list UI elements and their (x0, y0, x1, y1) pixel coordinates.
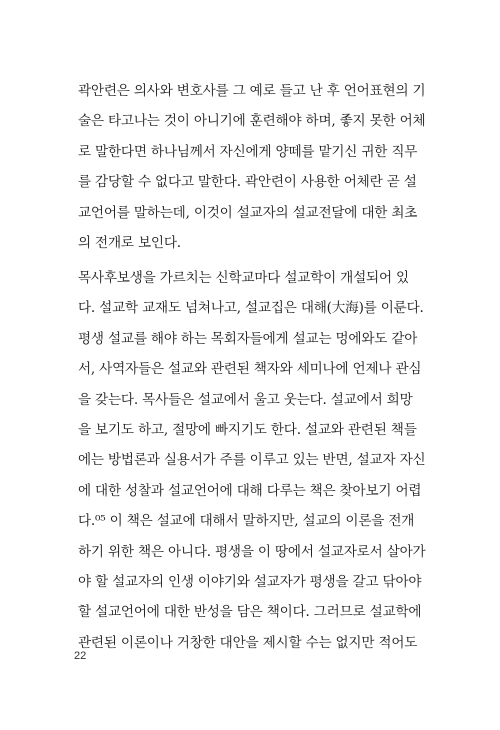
text-line: 서, 사역자들은 설교와 관련된 책자와 세미나에 언제나 관심 (78, 361, 422, 378)
text-line: 을 갖는다. 목사들은 설교에서 울고 웃는다. 설교에서 희망 (78, 391, 413, 408)
page-number: 22 (74, 650, 87, 662)
text-line: 하기 위한 책은 아니다. 평생을 이 땅에서 설교자로서 살아가 (78, 543, 426, 560)
text-line: 다. 설교학 교재도 넘쳐나고, 설교집은 대해(大海)를 이룬다. (78, 300, 424, 317)
paragraph-2 (78, 263, 426, 658)
text-line: 의 전개로 보인다. (78, 234, 181, 251)
text-line: 에는 방법론과 실용서가 주를 이루고 있는 반면, 설교자 자신 (78, 452, 426, 469)
text-line: 할 설교언어에 대한 반성을 담은 책이다. 그러므로 설교학에 (78, 604, 422, 621)
text-line: 평생 설교를 해야 하는 목회자들에게 설교는 멍에와도 같아 (78, 330, 418, 347)
text-line: 교언어를 말하는데, 이것이 설교자의 설교전달에 대한 최초 (78, 204, 418, 221)
text-line: 을 보기도 하고, 절망에 빠지기도 한다. 설교와 관련된 책들 (78, 421, 417, 438)
text-line: 로 말한다면 하나님께서 자신에게 양떼를 맡기신 귀한 직무 (78, 143, 418, 160)
text-line: 를 감당할 수 없다고 말한다. 곽안련이 사용한 어체란 곧 설 (78, 174, 417, 191)
text-line: 곽안련은 의사와 변호사를 그 예로 들고 난 후 언어표현의 기 (78, 83, 426, 99)
text-line: 목사후보생을 가르치는 신학교마다 설교학이 개설되어 있 (78, 270, 409, 286)
text-line: 에 대한 성찰과 설교언어에 대해 다루는 책은 찾아보기 어렵 (78, 482, 422, 499)
text-line: 술은 타고나는 것이 아니기에 훈련해야 하며, 좋지 못한 어체 (78, 113, 426, 130)
paragraph-1 (78, 76, 426, 258)
text-line: 야 할 설교자의 인생 이야기와 설교자가 평생을 갈고 닦아야 (78, 573, 422, 590)
text-line: 다.⁰⁵ 이 책은 설교에 대해서 말하지만, 설교의 이론을 전개 (78, 513, 415, 530)
text-line: 관련된 이론이나 거창한 대안을 제시할 수는 없지만 적어도 (78, 634, 418, 651)
